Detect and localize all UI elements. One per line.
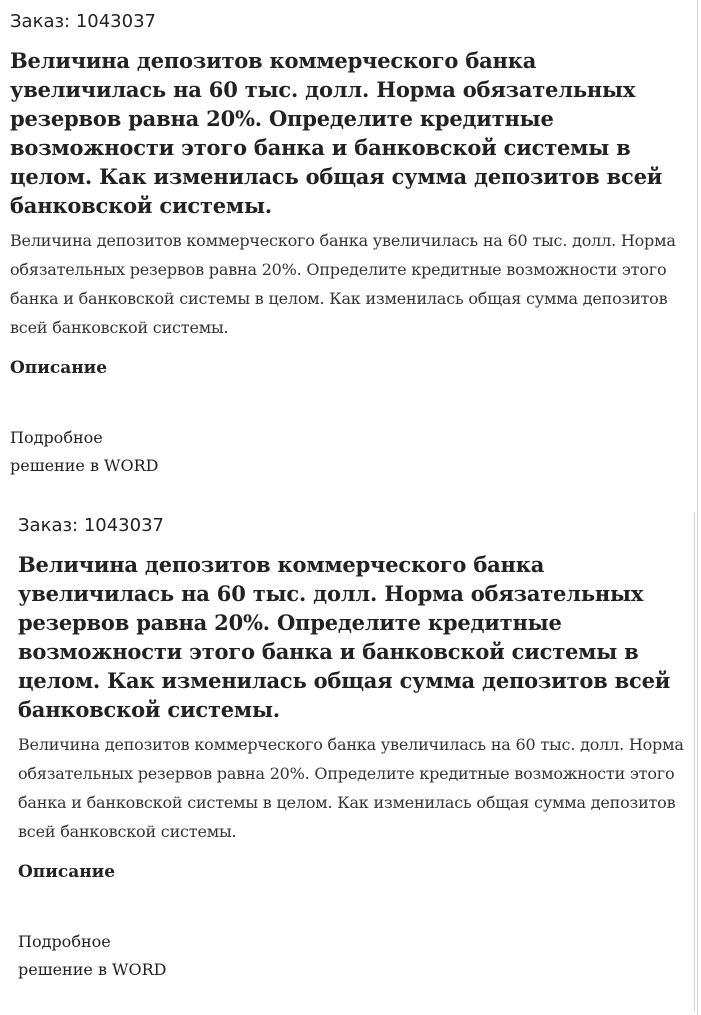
task-text: Величина депозитов коммерческого банка увеличилась на 60 тыс. долл. Норма обязательных резервов равна 20%. Определите кредитные возможности этого банка и банковской системы в целом. Как изменилась общая сумма депозитов всей банковской системы. — [10, 231, 676, 337]
order-card-duplicate — [18, 512, 693, 984]
inner-right-border-line — [694, 512, 695, 1012]
description-line-2: решение в WORD — [10, 456, 159, 475]
description-line-2: решение в WORD — [18, 960, 167, 979]
description-line-1: Подробное — [10, 428, 103, 447]
order-card — [10, 8, 695, 480]
task-title: Величина депозитов коммерческого банка увеличилась на 60 тыс. долл. Норма обязательных резервов равна 20%. Определите кредитные возможности этого банка и банковской системы в целом. Как изменилась общая сумма депозитов всей банковской системы. — [10, 48, 663, 218]
task-title: Величина депозитов коммерческого банка увеличилась на 60 тыс. долл. Норма обязательных резервов равна 20%. Определите кредитные возможности этого банка и банковской системы в целом. Как изменилась общая сумма депозитов всей банковской системы. — [18, 552, 671, 722]
description-heading: Описание — [18, 862, 116, 882]
order-number: Заказ: 1043037 — [10, 11, 156, 32]
description-heading: Описание — [10, 358, 108, 378]
right-border-line — [697, 0, 698, 1015]
description-text — [18, 928, 218, 984]
description-line-1: Подробное — [18, 932, 111, 951]
task-text: Величина депозитов коммерческого банка увеличилась на 60 тыс. долл. Норма обязательных резервов равна 20%. Определите кредитные возможности этого банка и банковской системы в целом. Как изменилась общая сумма депозитов всей банковской системы. — [18, 735, 684, 841]
description-text — [10, 424, 210, 480]
order-number: Заказ: 1043037 — [18, 515, 164, 536]
